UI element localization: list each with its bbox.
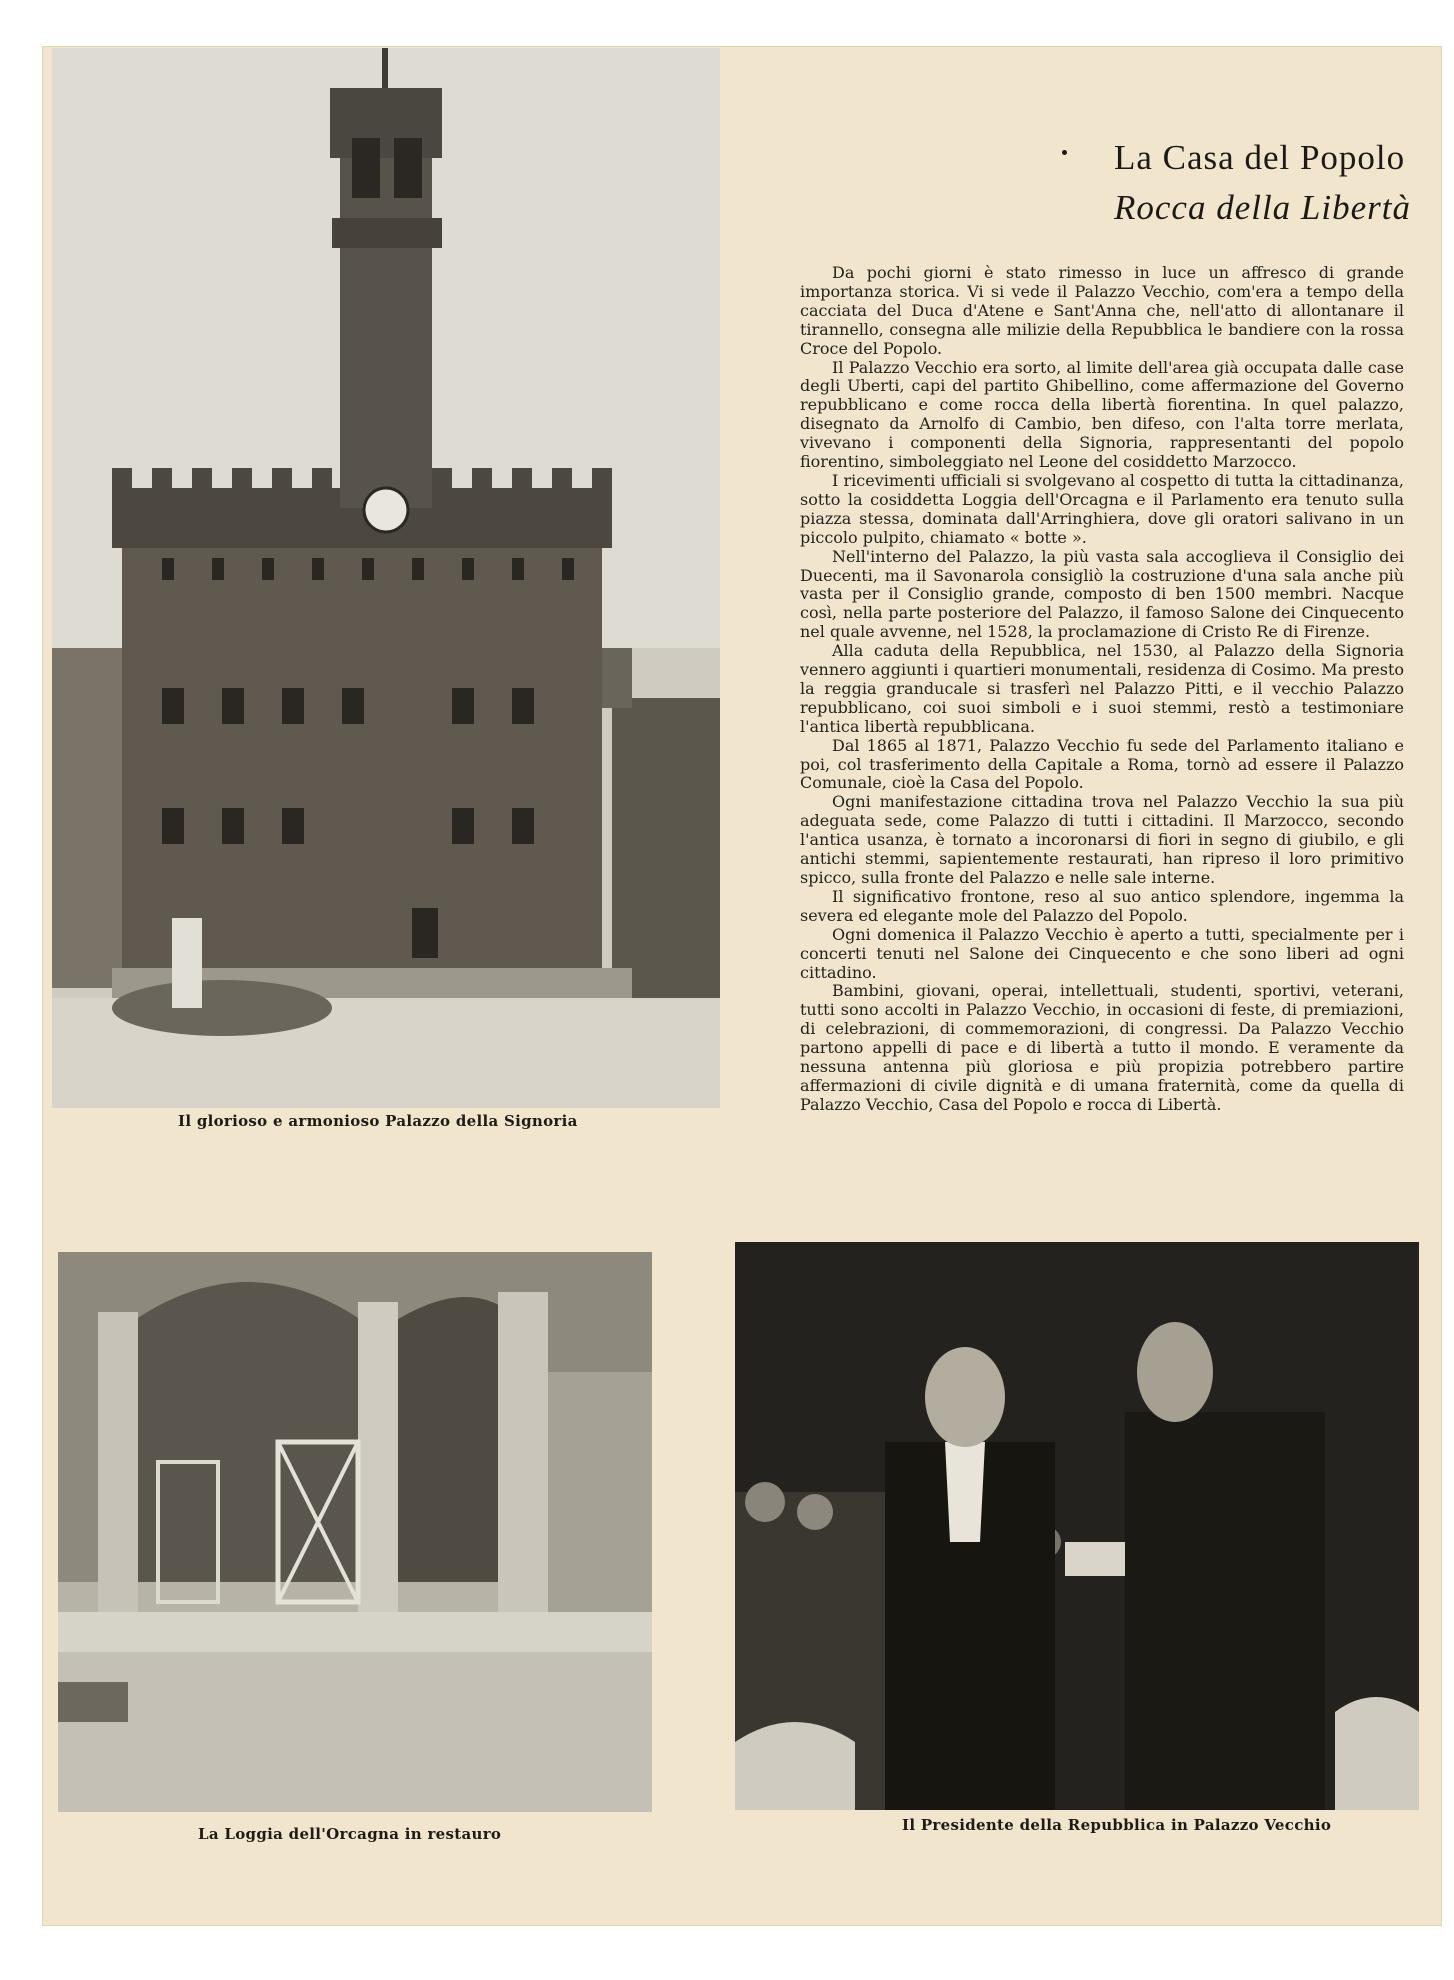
article-paragraph: Nell'interno del Palazzo, la più vasta sala accoglieva il Consiglio dei Duecenti, ma il Savonarola consigliò la costruzione d'una sala anche più vasta per il Consiglio grande, composto di ben 1500 membri. Nacque così, nella parte posteriore del Palazzo, il famoso Salone dei Cinquecento nel quale avvenne, nel 1528, la proclamazione di Cristo Re di Firenze. (800, 546, 1404, 642)
article-subtitle: Rocca della Libertà (1114, 188, 1412, 227)
presidente-photo (735, 1242, 1419, 1810)
article-paragraph: Da pochi giorni è stato rimesso in luce un affresco di grande importanza storica. Vi si vede il Palazzo Vecchio, com'era a tempo della cacciata del Duca d'Atene e Sant'Anna che, nell'atto di allontanare il tirannello, consegna alle milizie della Repubblica le bandiere con la rossa Croce del Popolo. (800, 263, 1404, 358)
palazzo-caption: Il glorioso e armonioso Palazzo della Signoria (178, 1112, 578, 1130)
article-paragraph: Ogni domenica il Palazzo Vecchio è aperto a tutti, specialmente per i concerti tenuti nel Salone dei Cinquecento e che sono liberi ad ogni cittadino. (800, 924, 1404, 982)
article-paragraph: Bambini, giovani, operai, intellettuali, studenti, sportivi, veterani, tutti sono accolti in Palazzo Vecchio, in occasioni di feste, di premiazioni, di celebrazioni, di commemorazioni, di congressi. Da Palazzo Vecchio partono appelli di pace e di libertà a tutto il mondo. E veramente da nessuna antenna più gloriosa e più propizia potrebbero partire affermazioni di civile dignità e di umana fraternità, come da quella di Palazzo Vecchio, Casa del Popolo e rocca di Libertà. (800, 981, 1404, 1114)
presidente-caption: Il Presidente della Repubblica in Palazzo Vecchio (902, 1816, 1332, 1834)
loggia-photo (58, 1252, 652, 1812)
loggia-caption: La Loggia dell'Orcagna in restauro (198, 1825, 502, 1843)
article-paragraph: Dal 1865 al 1871, Palazzo Vecchio fu sede del Parlamento italiano e poi, col trasferimento della Capitale a Roma, tornò ad essere il Palazzo Comunale, cioè la Casa del Popolo. (800, 735, 1404, 793)
article-paragraph: Ogni manifestazione cittadina trova nel Palazzo Vecchio la sua più adeguata sede, come Palazzo di tutti i cittadini. Il Marzocco, secondo l'antica usanza, è tornato a incoronarsi di fiori in segno di giubilo, e gli antichi stemmi, sapientemente restaurati, han ripreso il loro primitivo spicco, sulla fronte del Palazzo e nelle sale interne. (800, 792, 1404, 887)
article-title: La Casa del Popolo (1114, 138, 1406, 177)
palazzo-vecchio-photo (52, 48, 720, 1108)
magazine-page (42, 46, 1442, 1926)
article-paragraph: Il significativo frontone, reso al suo antico splendore, ingemma la severa ed elegante mole del Palazzo del Popolo. (800, 886, 1404, 925)
article-paragraph: I ricevimenti ufficiali si svolgevano al cospetto di tutta la cittadinanza, sotto la cosiddetta Loggia dell'Orcagna e il Parlamento era tenuto sulla piazza stessa, dominata dall'Arringhiera, dove gli oratori salivano in un piccolo pulpito, chiamato « botte ». (800, 470, 1404, 547)
article-body (800, 264, 1404, 1115)
title-bullet (1062, 150, 1067, 155)
article-paragraph: Il Palazzo Vecchio era sorto, al limite dell'area già occupata dalle case degli Uberti, capi del partito Ghibellino, come affermazione del Governo repubblicano e come rocca della libertà fiorentina. In quel palazzo, disegnato da Arnolfo di Cambio, ben difeso, con l'alta torre merlata, vivevano i componenti della Signoria, rappresentanti del popolo fiorentino, simboleggiato nel Leone del cosiddetto Marzocco. (800, 357, 1404, 472)
article-paragraph: Alla caduta della Repubblica, nel 1530, al Palazzo della Signoria vennero aggiunti i quartieri monumentali, residenza di Cosimo. Ma presto la reggia granducale si trasferì nel Palazzo Pitti, e il vecchio Palazzo repubblicano, coi suoi simboli e i suoi stemmi, restò a testimoniare l'antica libertà repubblicana. (800, 641, 1404, 736)
